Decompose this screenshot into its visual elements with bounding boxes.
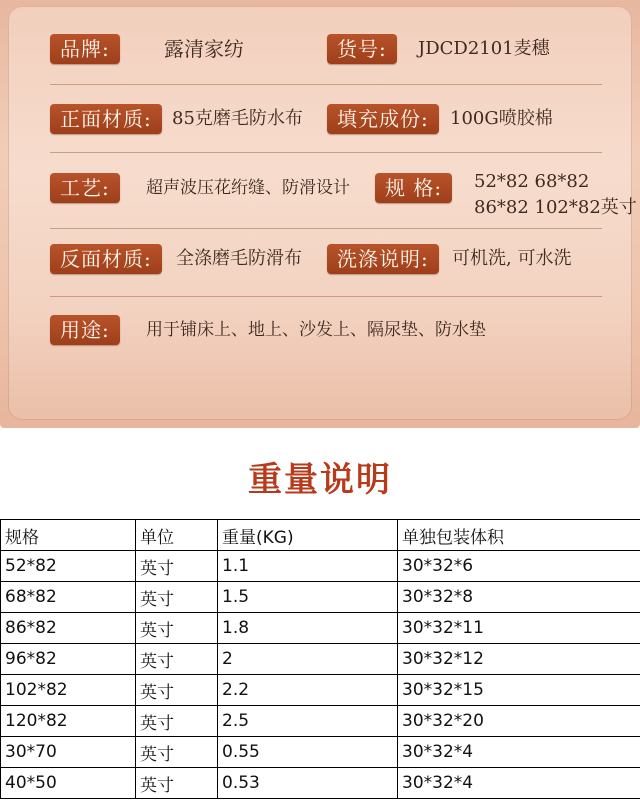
- cell-volume: 30*32*4: [398, 737, 640, 768]
- cell-unit: 英寸: [136, 706, 218, 737]
- cell-weight: 0.53: [218, 768, 398, 799]
- table-row: [1, 613, 640, 644]
- cell-weight: 2.2: [218, 675, 398, 706]
- cell-unit: 英寸: [136, 582, 218, 613]
- divider: [50, 152, 602, 153]
- cell-spec: 86*82: [1, 613, 136, 644]
- cell-volume: 30*32*8: [398, 582, 640, 613]
- usage-value: 用于铺床上、地上、沙发上、隔尿垫、防水垫: [146, 320, 486, 340]
- cell-unit: 英寸: [136, 768, 218, 799]
- cell-volume: 30*32*4: [398, 768, 640, 799]
- item-no-label: 货号:: [327, 34, 397, 64]
- cell-volume: 30*32*12: [398, 644, 640, 675]
- cell-volume: 30*32*20: [398, 706, 640, 737]
- cell-spec: 30*70: [1, 737, 136, 768]
- front-material-value: 85克磨毛防水布: [172, 108, 303, 129]
- back-material-value: 全涤磨毛防滑布: [176, 248, 302, 269]
- cell-weight: 1.5: [218, 582, 398, 613]
- spec-label: 规 格:: [375, 173, 452, 203]
- cell-spec: 40*50: [1, 768, 136, 799]
- cell-spec: 96*82: [1, 644, 136, 675]
- washing-label: 洗涤说明:: [327, 244, 439, 274]
- cell-spec: 68*82: [1, 582, 136, 613]
- cell-weight: 1.8: [218, 613, 398, 644]
- back-material-label: 反面材质:: [50, 244, 162, 274]
- table-row: [1, 582, 640, 613]
- craft-value: 超声波压花绗缝、防滑设计: [146, 178, 350, 198]
- header-weight: 重量(KG): [218, 520, 398, 551]
- table-row: [1, 768, 640, 799]
- cell-unit: 英寸: [136, 737, 218, 768]
- cell-weight: 2: [218, 644, 398, 675]
- cell-weight: 1.1: [218, 551, 398, 582]
- table-row: [1, 644, 640, 675]
- front-material-label: 正面材质:: [50, 104, 162, 134]
- table-header-row: [1, 520, 640, 551]
- washing-value: 可机洗, 可水洗: [452, 248, 572, 269]
- spec-line-1: 52*82 68*82: [474, 171, 590, 192]
- header-spec: 规格: [1, 520, 136, 551]
- cell-volume: 30*32*6: [398, 551, 640, 582]
- table-row: [1, 551, 640, 582]
- cell-spec: 52*82: [1, 551, 136, 582]
- header-package-volume: 单独包装体积: [398, 520, 640, 551]
- cell-spec: 102*82: [1, 675, 136, 706]
- cell-unit: 英寸: [136, 551, 218, 582]
- cell-weight: 2.5: [218, 706, 398, 737]
- cell-weight: 0.55: [218, 737, 398, 768]
- table-row: [1, 706, 640, 737]
- cell-volume: 30*32*15: [398, 675, 640, 706]
- cell-spec: 120*82: [1, 706, 136, 737]
- cell-unit: 英寸: [136, 675, 218, 706]
- filling-label: 填充成份:: [327, 104, 439, 134]
- filling-value: 100G喷胶棉: [450, 108, 553, 129]
- brand-value: 露清家纺: [164, 37, 244, 61]
- table-row: [1, 675, 640, 706]
- weight-table: [0, 519, 640, 799]
- item-no-value: JDCD2101麦穗: [418, 38, 550, 59]
- divider: [50, 228, 602, 229]
- brand-label: 品牌:: [50, 34, 120, 64]
- spec-line-2: 86*82 102*82英寸: [474, 197, 637, 218]
- cell-unit: 英寸: [136, 644, 218, 675]
- craft-label: 工艺:: [50, 173, 120, 203]
- divider: [50, 84, 602, 85]
- divider: [50, 296, 602, 297]
- cell-unit: 英寸: [136, 613, 218, 644]
- table-row: [1, 737, 640, 768]
- usage-label: 用途:: [50, 315, 120, 345]
- section-title: 重量说明: [248, 460, 392, 500]
- header-unit: 单位: [136, 520, 218, 551]
- cell-volume: 30*32*11: [398, 613, 640, 644]
